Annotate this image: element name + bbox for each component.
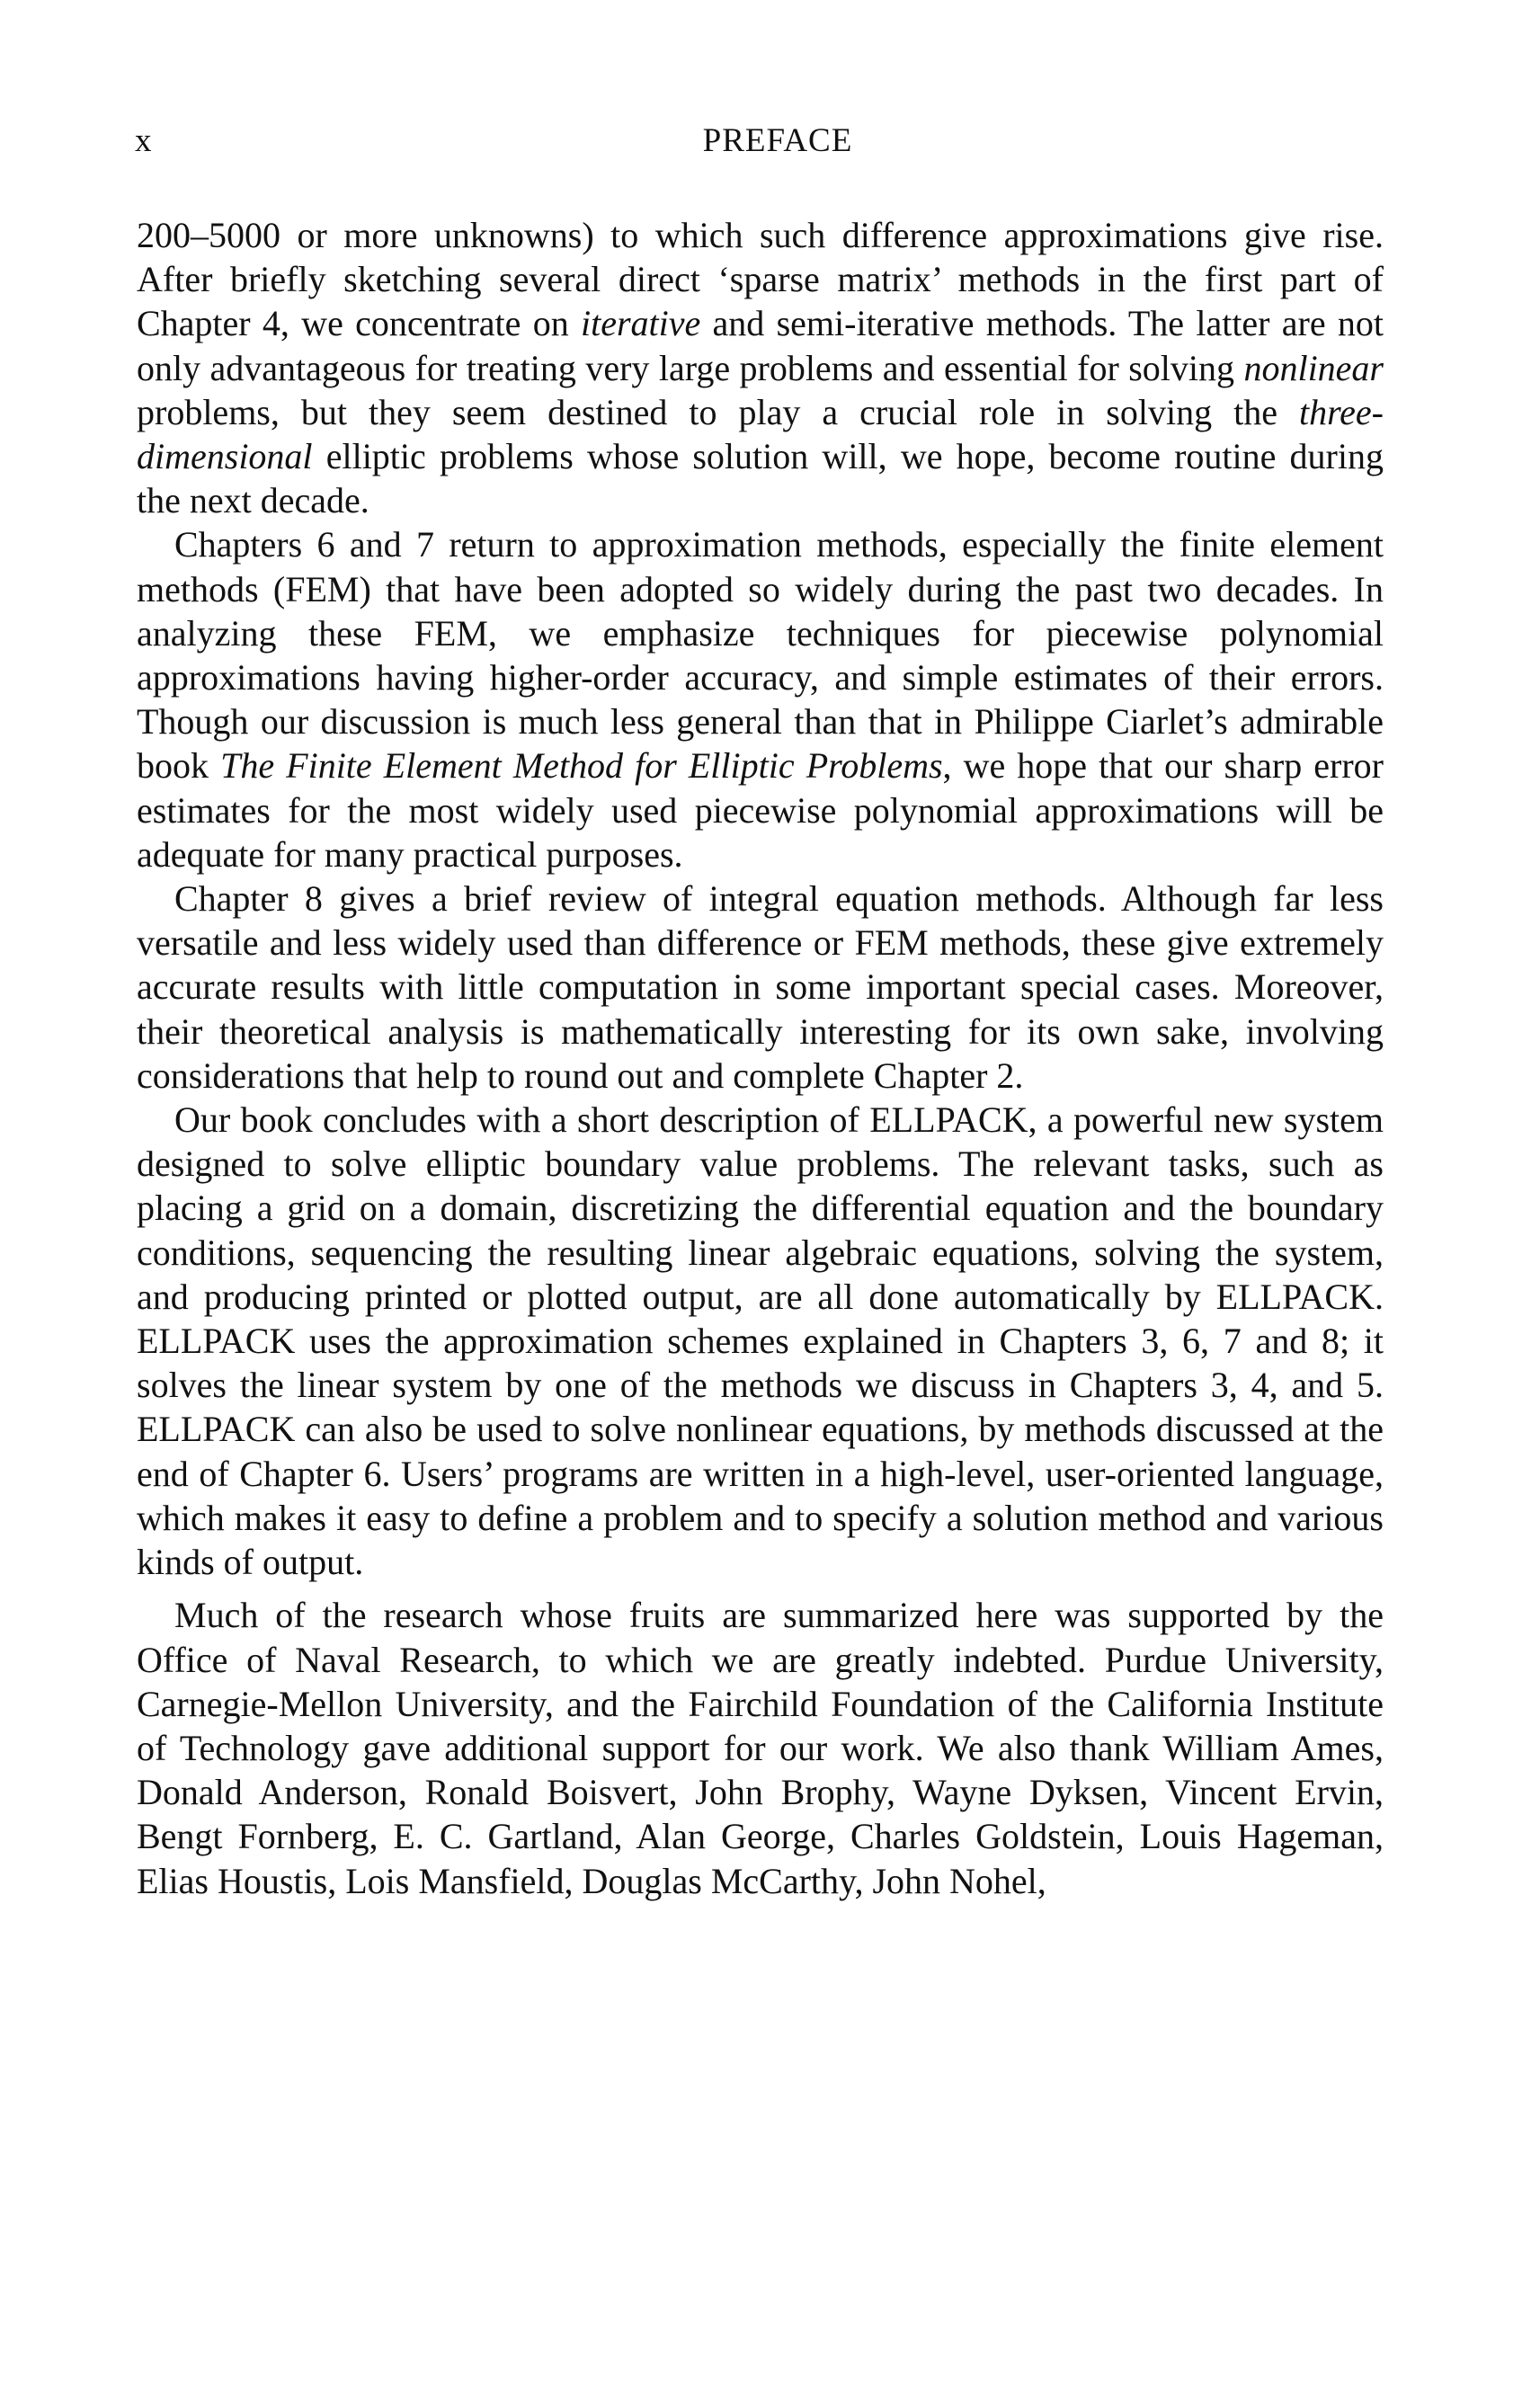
italic-term: iterative [580, 303, 701, 344]
running-head [135, 121, 1384, 175]
page-number: x [135, 122, 153, 159]
running-title: PREFACE [702, 122, 853, 159]
book-title: The Finite Element Method for Elliptic Problems [220, 745, 943, 787]
text-segment: Chapter 8 gives a brief review of integral equation methods. Although far less versatile and less widely used than difference or FEM methods, these give extremely accurate results with little computation in some important special cases. Moreover, their theoretical analysis is mathematically interesting for its own sake, involving considerations that help to round out and complete Chapter 2. [137, 878, 1384, 1096]
text-segment: elliptic problems whose solution will, we hope, become routine during the next decade. [137, 436, 1384, 521]
italic-term: nonlinear [1243, 347, 1384, 388]
body-text [137, 213, 1384, 1903]
paragraph [137, 213, 1384, 522]
text-segment: , we hope that our sharp error estimates for the most widely used piecewise polynomial approximations will be adequate for many practical purposes. [137, 745, 1384, 875]
text-segment: problems, but they seem destined to play a crucial role in solving the [137, 391, 1299, 432]
paragraph [137, 876, 1384, 1098]
text-segment: Our book concludes with a short description of ELLPACK, a powerful new system designed to solve elliptic boundary value problems. The relevant tasks, such as placing a grid on a domain, discretizing the differential equation and the boundary conditions, sequencing the resulting linear algebraic equations, solving the system, and producing printed or plotted output, are all done automatically by ELLPACK. ELLPACK uses the approximation schemes explained in Chapters 3, 6, 7 and 8; it solves the linear system by one of the methods we discuss in Chapters 3, 4, and 5. ELLPACK can also be used to solve nonlinear equations, by methods discussed at the end of Chapter 6. Users’ programs are written in a high-level, user-oriented language, which makes it easy to define a problem and to specify a solution method and various kinds of output. [137, 1099, 1384, 1583]
paragraph-acknowledgements [137, 1593, 1384, 1902]
text-segment: and semi-iterative methods. The latter are not only advantageous for treating very large problems and essential for solving [137, 303, 1384, 388]
text-segment: Much of the research whose fruits are summarized here was supported by the Office of Naval Research, to which we are greatly indebted. Purdue University, Carnegie-Mellon University, and the Fairchild Foundation of the California Institute of Technology gave additional support for our work. We also thank William Ames, Donald Anderson, Ronald Boisvert, John Brophy, Wayne Dyksen, Vincent Ervin, Bengt Fornberg, E. C. Gartland, Alan George, Charles Goldstein, Louis Hageman, Elias Houstis, Lois Mansfield, Douglas McCarthy, John Nohel, [137, 1595, 1384, 1901]
paragraph [137, 522, 1384, 876]
text-segment: Chapters 6 and 7 return to approximation methods, especially the finite element methods (FEM) that have been adopted so widely during the past two decades. In analyzing these FEM, we emphasize techniques for piecewise polynomial approximations having higher-order accuracy, and simple estimates of their errors. Though our discussion is much less general than that in Philippe Ciarlet’s admirable book [137, 524, 1384, 787]
paragraph [137, 1098, 1384, 1584]
text-segment: 200–5000 or more unknowns) to which such difference approximations give rise. After briefly sketching several direct ‘sparse matrix’ methods in the first part of Chapter 4, we concentrate on [137, 215, 1384, 344]
italic-term: three-dimensional [137, 391, 1384, 477]
